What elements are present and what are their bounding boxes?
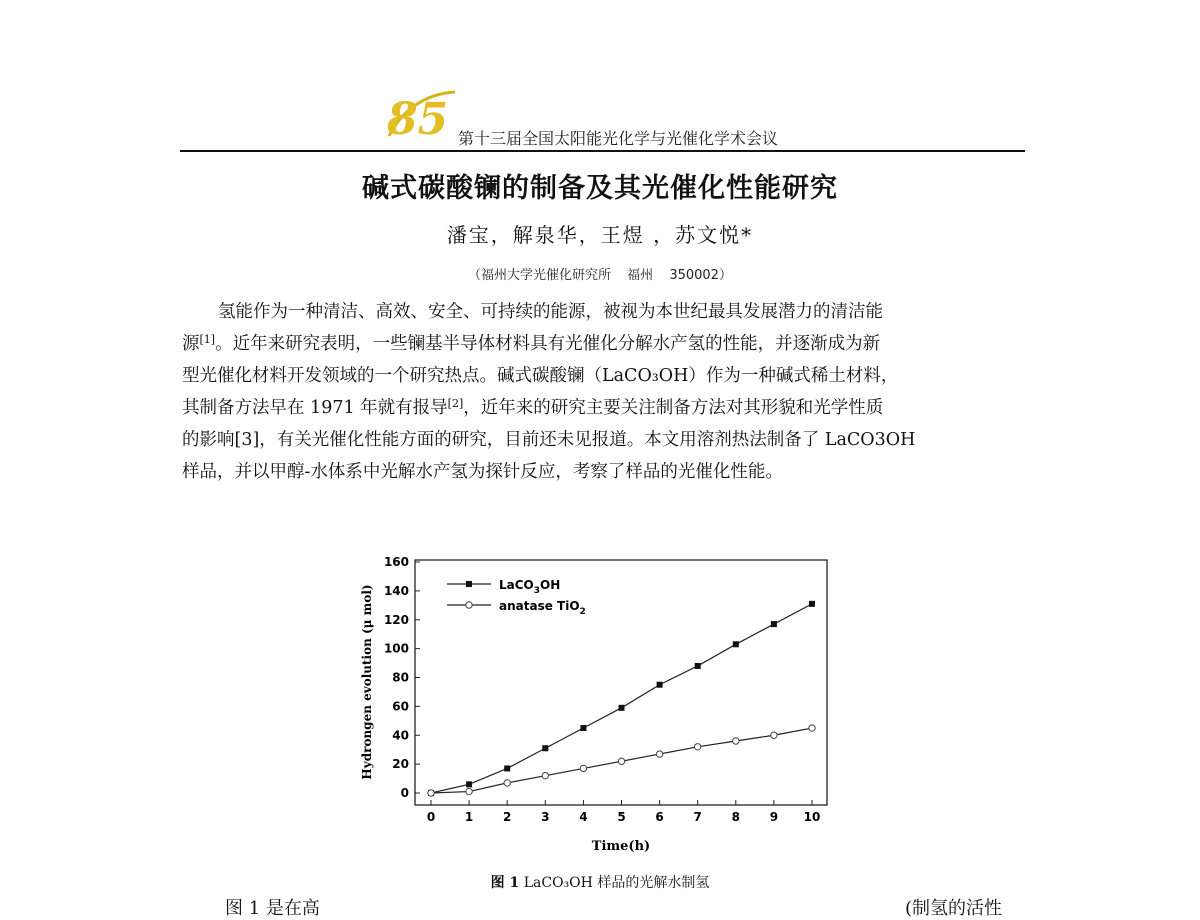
data-point-square: [619, 705, 625, 711]
paper-affiliation: [0, 264, 1200, 283]
x-tick-label: 1: [464, 810, 474, 824]
conference-logo: [383, 86, 457, 142]
data-point-circle: [542, 772, 548, 778]
y-tick-label: 60: [392, 699, 409, 714]
legend-label: anatase TiO$_2$: [499, 599, 586, 617]
data-point-circle: [695, 744, 701, 750]
y-tick-label: 80: [392, 670, 409, 685]
figure-caption-label: 图 1: [490, 875, 520, 891]
logo-number: 85: [387, 94, 449, 142]
para-line-3: 型光催化材料开发领域的一个研究热点。碱式碳酸镧（LaCO₃OH）作为一种碱式稀土材料，: [182, 366, 899, 386]
affiliation-institute: （福州大学光催化研究所: [468, 268, 612, 283]
data-point-circle: [771, 732, 777, 738]
next-paragraph-fragment: (制氢的活性: [905, 898, 1003, 919]
x-tick-label: 8: [731, 810, 740, 824]
data-point-circle: [504, 780, 510, 786]
next-paragraph-start: 图 1 是在高: [225, 898, 320, 919]
x-tick-label: 3: [541, 810, 550, 824]
affiliation-city: 福州: [627, 268, 654, 283]
paper-authors: 潘宝，解泉华，王煜 ，苏文悦*: [446, 223, 754, 247]
para-line-6: 样品，并以甲醇-水体系中光解水产氢为探针反应，考察了样品的光催化性能。: [182, 462, 783, 482]
para-line-5: 的影响[3]，有关光催化性能方面的研究，目前还未见报道。本文用溶剂热法制备了 LaCO3OH: [182, 430, 916, 450]
y-tick-label: 20: [392, 757, 409, 772]
legend-label: LaCO$_3$OH: [499, 578, 561, 596]
para-line-1: 氢能作为一种清洁、高效、安全、可持续的能源，被视为本世纪最具发展潜力的清洁能: [218, 302, 883, 322]
data-point-circle: [618, 758, 624, 764]
intro-paragraph: [182, 296, 1022, 488]
y-axis-label: Hydrongen evolution (μ mol): [360, 584, 374, 780]
legend-marker-circle: [466, 602, 472, 608]
citation-2: [2]: [447, 397, 464, 410]
data-point-square: [771, 621, 777, 627]
data-point-square: [809, 601, 815, 607]
conference-name: 第十三届全国太阳能光化学与光催化学术会议: [458, 129, 779, 148]
data-point-square: [466, 781, 472, 787]
hydrogen-evolution-chart: [355, 548, 835, 860]
para-line-4-rest: ，近年来的研究主要关注制备方法对其形貌和光学性质: [463, 398, 884, 418]
data-point-square: [657, 682, 663, 688]
plot-area: [415, 560, 827, 805]
data-point-circle: [428, 790, 434, 796]
figure-caption-text: LaCO₃OH 样品的光解水制氢: [519, 875, 710, 891]
x-tick-label: 5: [617, 810, 626, 824]
data-point-square: [542, 745, 548, 751]
data-point-square: [695, 663, 701, 669]
x-tick-label: 7: [693, 810, 702, 824]
x-tick-label: 2: [503, 810, 512, 824]
data-point-circle: [733, 738, 739, 744]
header-rule: [180, 150, 1025, 152]
y-tick-label: 120: [383, 612, 409, 627]
y-tick-label: 160: [383, 555, 409, 569]
data-point-square: [504, 765, 510, 771]
affiliation-postcode: 350002）: [669, 268, 732, 283]
x-tick-label: 4: [579, 810, 588, 824]
para-line-2: [182, 328, 1022, 360]
y-tick-label: 100: [383, 641, 409, 656]
x-tick-label: 10: [803, 810, 821, 824]
para-line-2-start: 源: [182, 334, 200, 354]
paper-title: 碱式碳酸镧的制备及其光催化性能研究: [362, 173, 838, 204]
legend-marker-square: [466, 581, 472, 587]
para-line-2-rest: 。近年来研究表明，一些镧基半导体材料具有光催化分解水产氢的性能，并逐渐成为新: [215, 334, 881, 354]
x-tick-label: 0: [426, 810, 436, 824]
y-tick-label: 40: [392, 728, 409, 743]
data-point-circle: [809, 725, 815, 731]
para-line-4: [182, 392, 1022, 424]
data-point-circle: [580, 765, 586, 771]
para-line-4-start: 其制备方法早在 1971 年就有报导: [182, 398, 448, 418]
x-tick-label: 6: [655, 810, 664, 824]
data-point-square: [733, 641, 739, 647]
x-axis-label: Time(h): [591, 839, 651, 854]
data-point-circle: [656, 751, 662, 757]
data-point-square: [580, 725, 586, 731]
citation-1: [1]: [199, 333, 216, 346]
figure-caption: [0, 872, 1200, 892]
data-point-circle: [466, 788, 472, 794]
x-tick-label: 9: [769, 810, 779, 824]
y-tick-label: 0: [400, 786, 409, 800]
y-tick-label: 140: [383, 583, 409, 598]
